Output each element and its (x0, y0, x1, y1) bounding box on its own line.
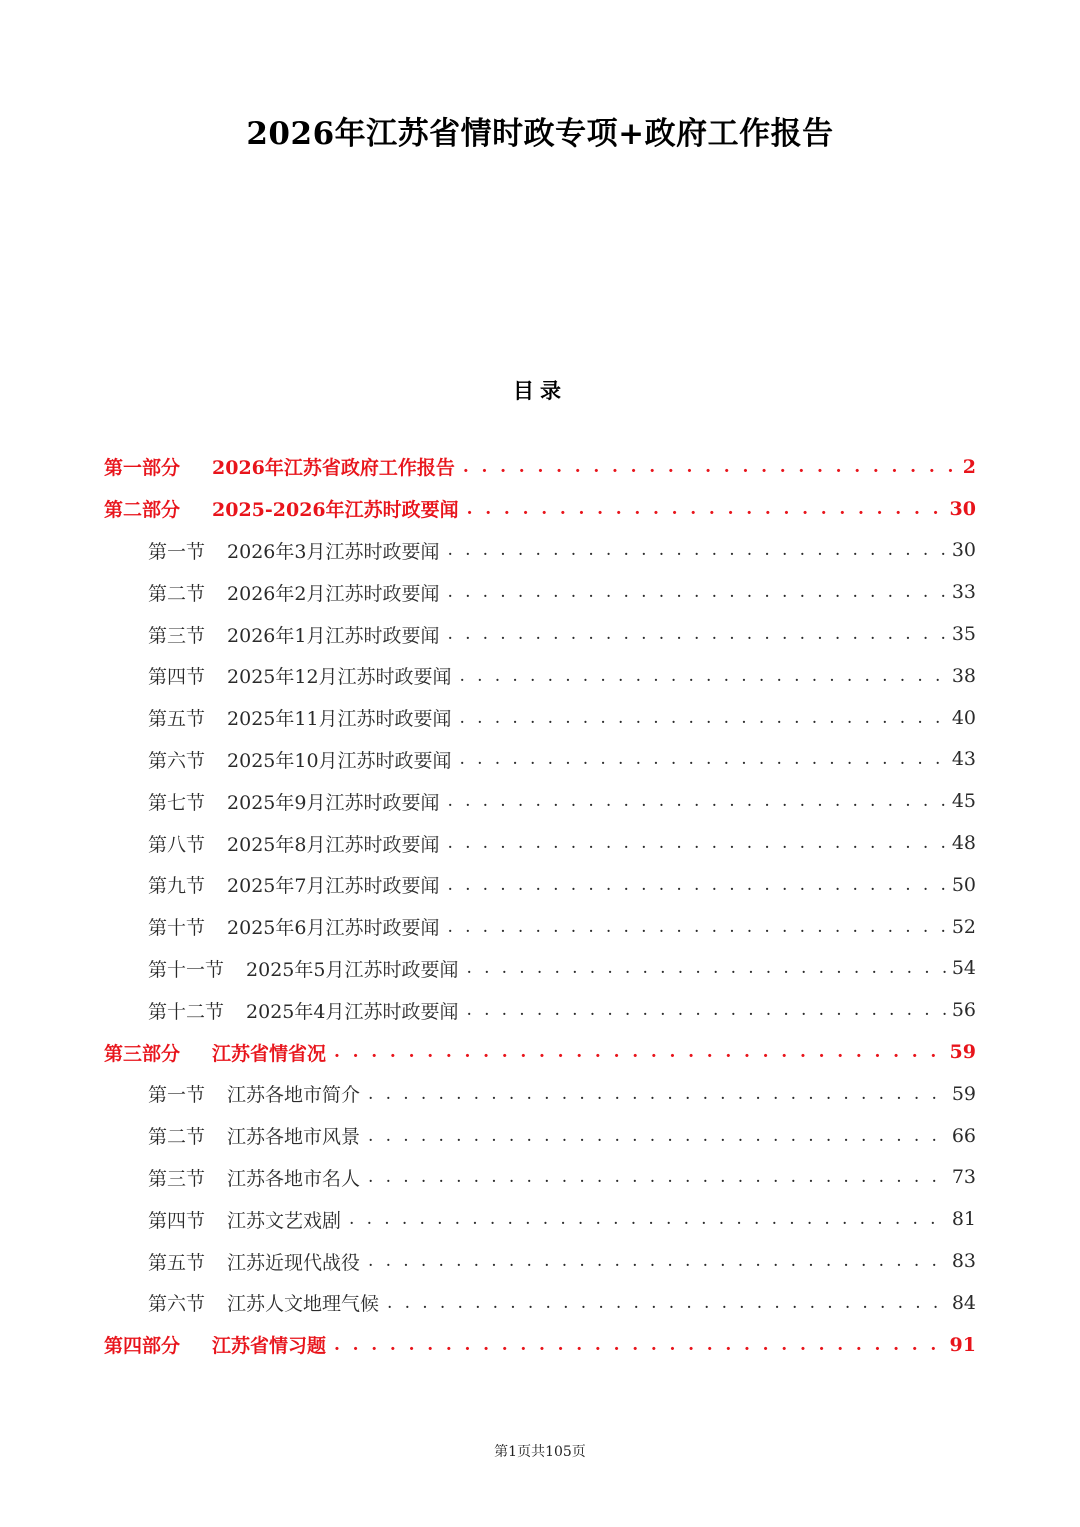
toc-page-number: 84 (951, 1291, 976, 1314)
table-of-contents (0, 446, 1080, 1366)
toc-section-title: 2025年4月江苏时政要闻 (246, 1000, 459, 1023)
toc-section[interactable] (0, 1198, 976, 1240)
toc-page-number: 59 (949, 1041, 976, 1064)
toc-part-label: 第二部分 (104, 499, 181, 522)
toc-heading: 目录 (513, 378, 567, 403)
toc-part-4[interactable] (0, 1324, 976, 1366)
toc-page-number: 66 (951, 1124, 976, 1147)
toc-section-title: 2026年2月江苏时政要闻 (227, 582, 440, 605)
toc-section-label: 第八节 (148, 833, 206, 856)
toc-page-number: 50 (951, 873, 976, 896)
toc-page-number: 52 (951, 915, 976, 938)
toc-section[interactable] (0, 1282, 976, 1324)
toc-section[interactable] (0, 655, 976, 697)
toc-page-number: 81 (951, 1208, 976, 1231)
toc-page-number: 48 (951, 832, 976, 855)
toc-part-label: 第一部分 (104, 457, 181, 480)
toc-section-label: 第九节 (148, 875, 206, 898)
toc-page-number: 83 (951, 1250, 976, 1273)
toc-section[interactable] (0, 1240, 976, 1282)
toc-section-title: 江苏人文地理气候 (227, 1293, 380, 1316)
toc-dot-leader (387, 1293, 948, 1313)
toc-dot-leader (466, 958, 947, 978)
toc-dot-leader (447, 540, 947, 560)
toc-page-number: 35 (951, 623, 976, 646)
toc-page-number: 45 (951, 790, 976, 813)
toc-dot-leader (463, 457, 959, 477)
toc-section-label: 第一节 (148, 1084, 206, 1107)
toc-section-label: 第六节 (148, 1293, 206, 1316)
toc-dot-leader (466, 1000, 947, 1020)
toc-section-title: 2025年7月江苏时政要闻 (227, 875, 440, 898)
toc-section-title: 江苏各地市风景 (227, 1126, 361, 1149)
toc-page-number: 59 (951, 1082, 976, 1105)
document-title: 2026年江苏省情时政专项+政府工作报告 (246, 116, 834, 152)
toc-part-1[interactable] (0, 446, 976, 488)
toc-part-title: 江苏省情省况 (212, 1042, 327, 1065)
toc-section[interactable] (0, 739, 976, 781)
toc-page-number: 54 (951, 957, 976, 980)
toc-section-label: 第七节 (148, 791, 206, 814)
toc-section[interactable] (0, 613, 976, 655)
toc-section[interactable] (0, 906, 976, 948)
toc-section-label: 第二节 (148, 1126, 206, 1149)
toc-part-title: 2026年江苏省政府工作报告 (212, 457, 455, 480)
toc-section-title: 江苏各地市简介 (227, 1084, 361, 1107)
toc-page-number: 30 (949, 497, 976, 520)
toc-section-label: 第二节 (148, 582, 206, 605)
toc-dot-leader (447, 833, 947, 853)
toc-section-label: 第四节 (148, 666, 206, 689)
toc-dot-leader (460, 749, 948, 769)
toc-section-label: 第四节 (148, 1209, 206, 1232)
toc-page-number: 38 (951, 664, 976, 687)
toc-section-title: 2026年3月江苏时政要闻 (227, 540, 440, 563)
toc-page-number: 30 (951, 539, 976, 562)
toc-section[interactable] (0, 1073, 976, 1115)
toc-dot-leader (460, 666, 948, 686)
toc-part-3[interactable] (0, 1031, 976, 1073)
toc-dot-leader (447, 624, 947, 644)
toc-section-title: 2025年10月江苏时政要闻 (227, 749, 452, 772)
toc-dot-leader (447, 875, 947, 895)
toc-section[interactable] (0, 571, 976, 613)
toc-dot-leader (460, 708, 948, 728)
toc-section[interactable] (0, 1115, 976, 1157)
toc-section-title: 2025年11月江苏时政要闻 (227, 708, 452, 731)
toc-section-label: 第三节 (148, 624, 206, 647)
toc-section-label: 第五节 (148, 1251, 206, 1274)
toc-section[interactable] (0, 530, 976, 572)
toc-section[interactable] (0, 697, 976, 739)
toc-page-number: 73 (951, 1166, 976, 1189)
toc-part-title: 2025-2026年江苏时政要闻 (212, 499, 459, 522)
toc-section-label: 第十二节 (148, 1000, 225, 1023)
toc-dot-leader (334, 1335, 946, 1355)
toc-section-title: 2025年9月江苏时政要闻 (227, 791, 440, 814)
toc-page-number: 43 (951, 748, 976, 771)
toc-dot-leader (467, 499, 946, 519)
toc-dot-leader (368, 1167, 948, 1187)
toc-page-number: 56 (951, 999, 976, 1022)
toc-part-label: 第四部分 (104, 1335, 181, 1358)
toc-section-title: 2025年12月江苏时政要闻 (227, 666, 452, 689)
toc-dot-leader (368, 1084, 948, 1104)
toc-section-label: 第一节 (148, 540, 206, 563)
toc-section[interactable] (0, 864, 976, 906)
toc-section[interactable] (0, 1157, 976, 1199)
toc-section-label: 第十节 (148, 917, 206, 940)
toc-part-label: 第三部分 (104, 1042, 181, 1065)
toc-section-label: 第五节 (148, 708, 206, 731)
toc-page-number: 91 (949, 1333, 976, 1356)
toc-dot-leader (368, 1126, 948, 1146)
toc-dot-leader (368, 1251, 948, 1271)
toc-part-2[interactable] (0, 488, 976, 530)
toc-dot-leader (334, 1042, 946, 1062)
toc-dot-leader (447, 582, 947, 602)
toc-section-label: 第六节 (148, 749, 206, 772)
toc-page-number: 40 (951, 706, 976, 729)
toc-section-title: 2025年5月江苏时政要闻 (246, 958, 459, 981)
toc-section-title: 2026年1月江苏时政要闻 (227, 624, 440, 647)
page-footer: 第1页共105页 (494, 1444, 586, 1460)
toc-dot-leader (447, 791, 947, 811)
toc-section-label: 第十一节 (148, 958, 225, 981)
toc-section-title: 江苏近现代战役 (227, 1251, 361, 1274)
toc-part-title: 江苏省情习题 (212, 1335, 327, 1358)
toc-page-number: 33 (951, 581, 976, 604)
toc-section[interactable] (0, 780, 976, 822)
toc-page-number: 2 (962, 455, 976, 478)
toc-dot-leader (349, 1209, 948, 1229)
toc-section-title: 2025年8月江苏时政要闻 (227, 833, 440, 856)
toc-section[interactable] (0, 822, 976, 864)
toc-section-label: 第三节 (148, 1167, 206, 1190)
toc-section[interactable] (0, 948, 976, 990)
toc-section[interactable] (0, 989, 976, 1031)
toc-section-title: 江苏文艺戏剧 (227, 1209, 342, 1232)
toc-dot-leader (447, 917, 947, 937)
toc-section-title: 2025年6月江苏时政要闻 (227, 917, 440, 940)
toc-section-title: 江苏各地市名人 (227, 1167, 361, 1190)
